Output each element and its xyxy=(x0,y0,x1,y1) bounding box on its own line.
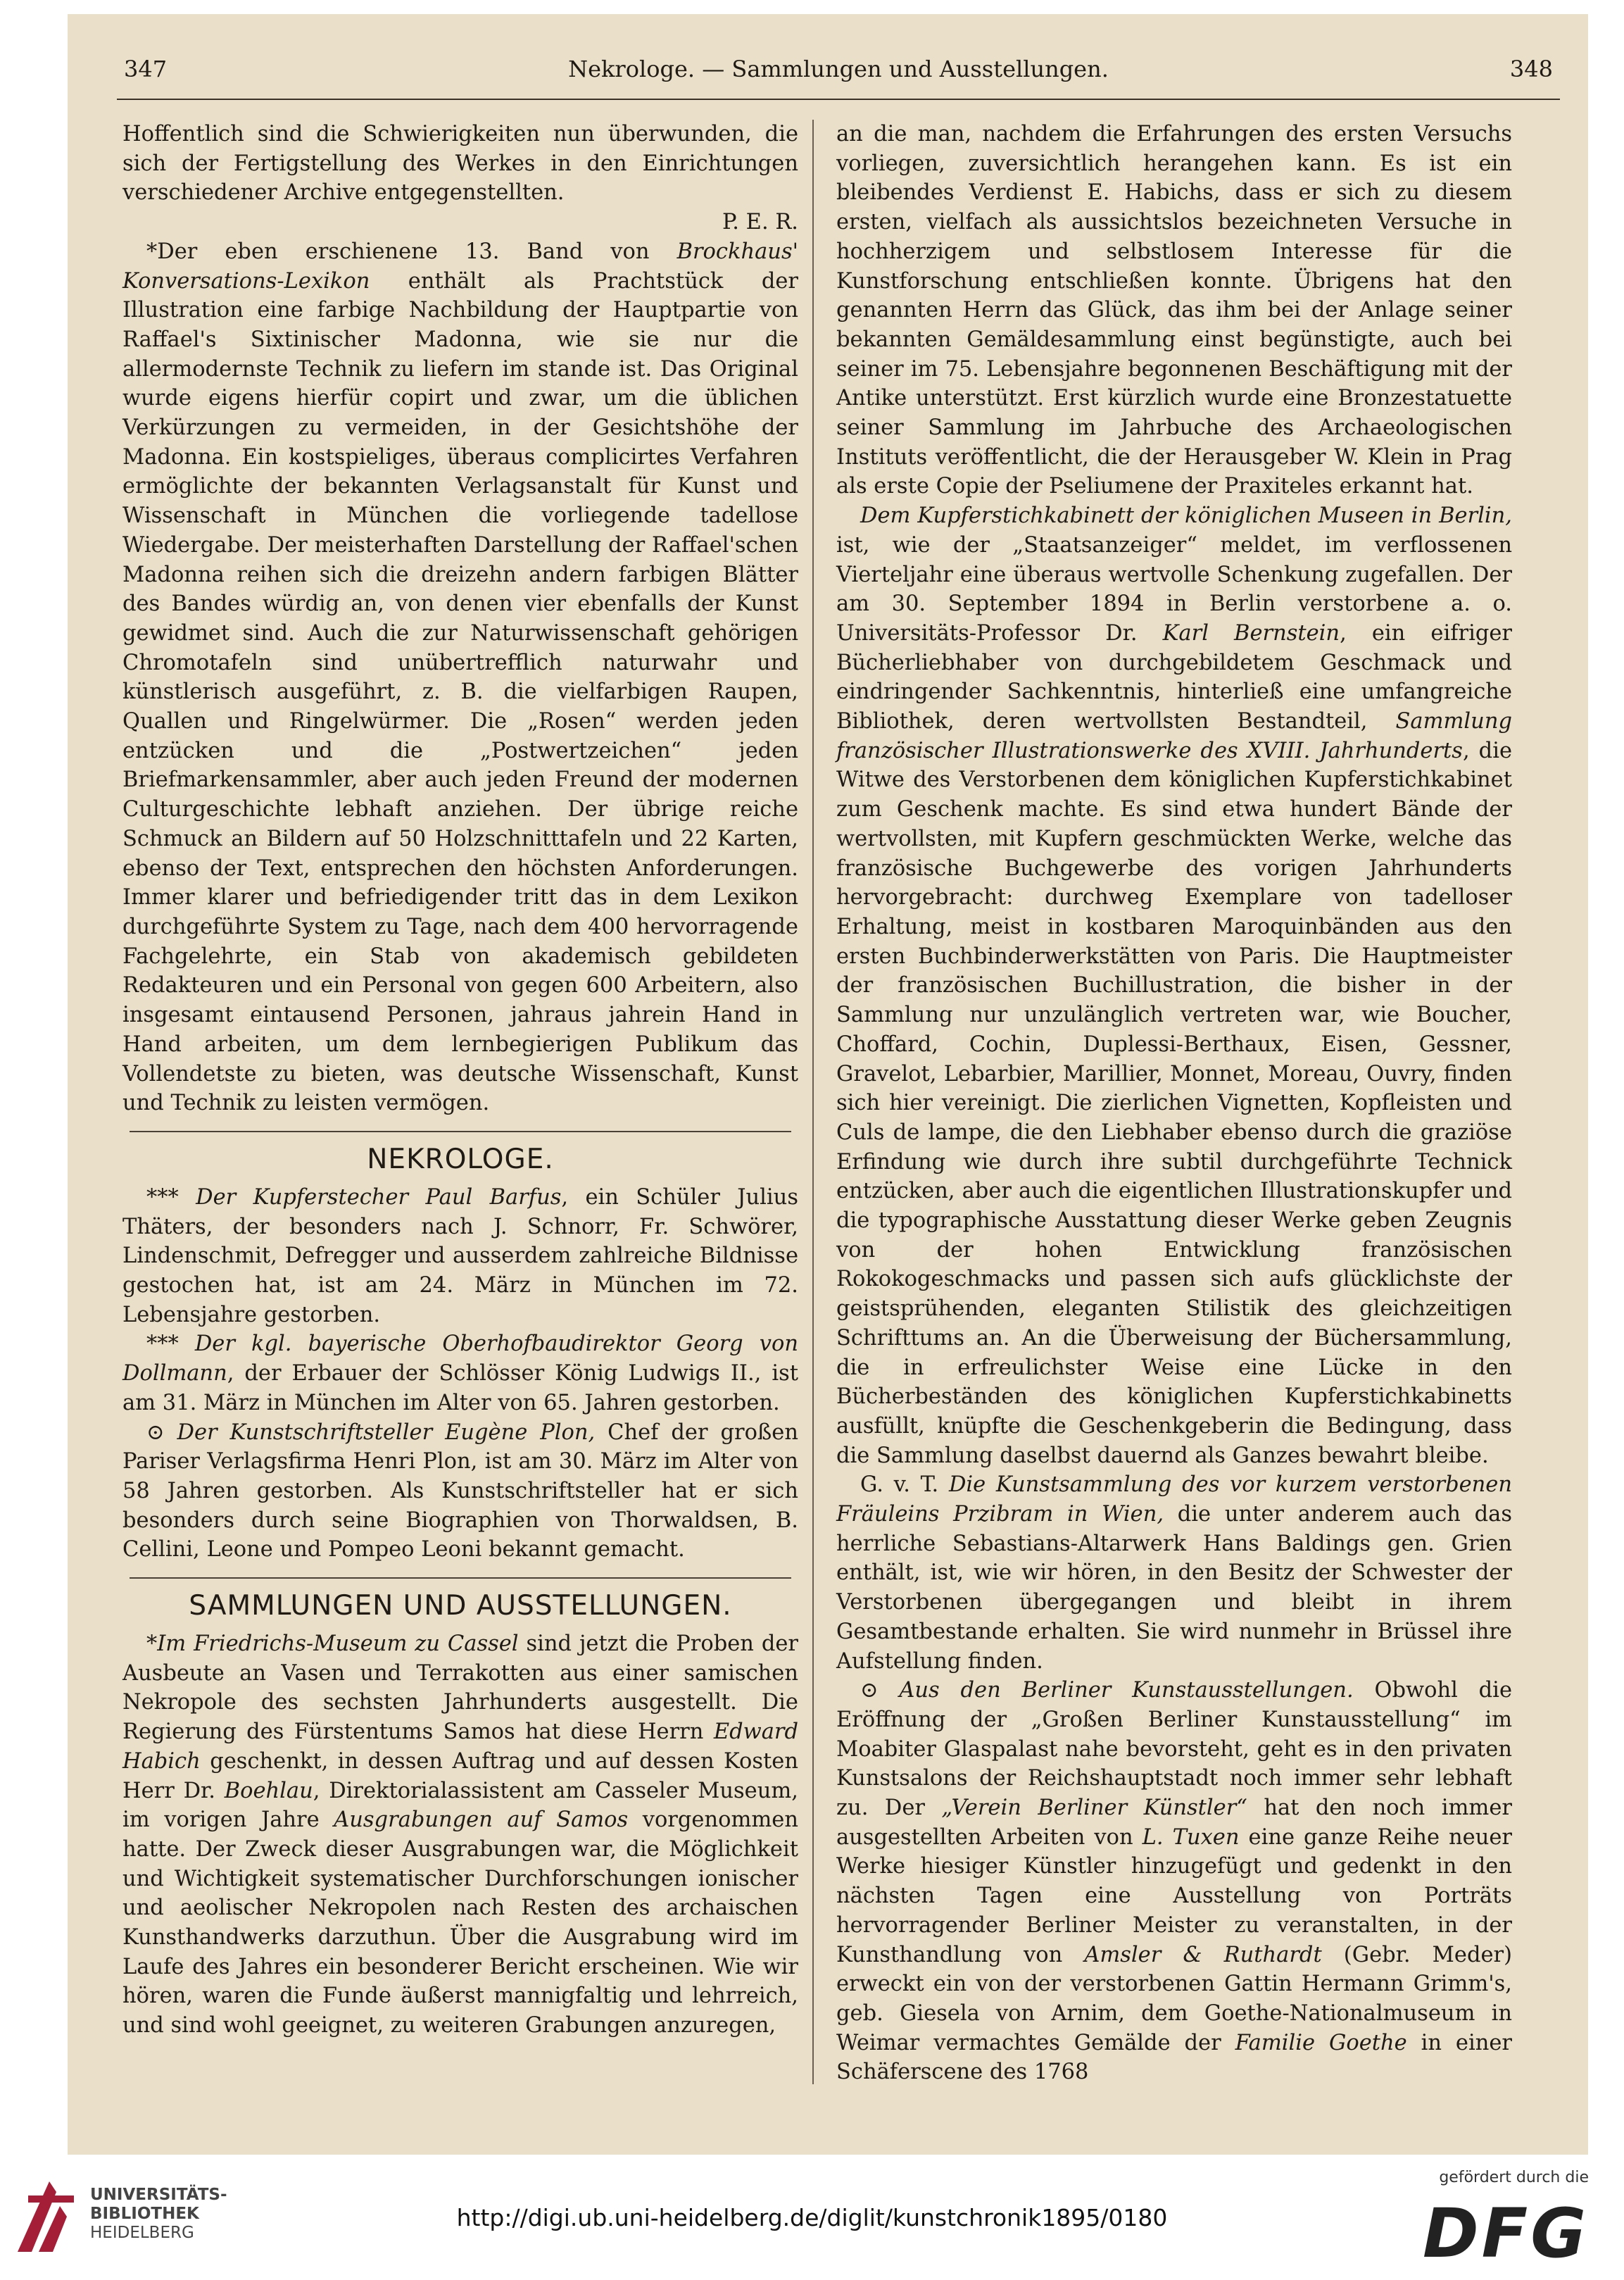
university-library-name: UNIVERSITÄTS- BIBLIOTHEK HEIDELBERG xyxy=(90,2186,227,2242)
page-number-left: 347 xyxy=(124,56,168,82)
running-header xyxy=(124,48,1553,90)
footer-bar xyxy=(0,2155,1624,2280)
right-column xyxy=(836,120,1512,2087)
running-title: Nekrologe. — Sammlungen und Ausstellungen. xyxy=(568,56,1109,82)
scanned-page xyxy=(68,14,1588,2155)
section-separator xyxy=(130,1577,791,1579)
section-separator xyxy=(130,1131,791,1132)
paragraph: *Der eben erschienene 13. Band von Brockhaus' Konversations-Lexikon enthält als Prachtstück der Illustration eine farbige Nachbildung der Hauptpartie von Raffael's Sixtinischer Madonna, wie sie nur die allermodernste Technik zu liefern im stande ist. Das Original wurde eigens hierfür copirt und zwar, um die üblichen Verkürzungen zu vermeiden, in der Gesichtshöhe der Madonna. Ein kostspieliges, überaus complicirtes Verfahren ermöglichte der bekannten Verlagsanstalt für Kunst und Wissenschaft in München die vorliegende tadellose Wiedergabe. Der meisterhaften Darstellung der Raffael'schen Madonna reihen sich die dreizehn andern farbigen Blätter des Bandes würdig an, von denen vier ebenfalls der Kunst gewidmet sind. Auch die zur Naturwissenschaft gehörigen Chromotafeln sind unübertrefflich naturwahr und künstlerisch ausgeführt, z. B. die vielfarbigen Raupen, Quallen und Ringelwürmer. Die „Rosen“ werden jeden entzücken und die „Postwertzeichen“ jeden Briefmarkensammler, aber auch jeden Freund der modernen Culturgeschichte lebhaft anziehen. Der übrige reiche Schmuck an Bildern auf 50 Holzschnitttafeln und 22 Karten, ebenso der Text, entsprechen den höchsten Anforderungen. Immer klarer und befriedigender tritt das in dem Lexikon durchgeführte System zu Tage, nach dem 400 hervorragende Fachgelehrte, ein Stab von akademisch gebildeten Redakteuren und ein Personal von gegen 600 Arbeitern, also insgesamt eintausend Personen, jahraus jahrein Hand in Hand arbeiten, um dem lernbegierigen Publikum das Vollendetste zu bieten, was deutsche Wissenschaft, Kunst und Technik zu leisten vermögen. xyxy=(122,239,798,1116)
header-rule xyxy=(117,99,1560,100)
paragraph: Dem Kupferstichkabinett der königlichen Museen in Berlin, ist, wie der „Staatsanzeiger“ meldet, im verflossenen Vierteljahr eine überaus wertvolle Schenkung zugefallen. Der am 30. September 1894 in Berlin verstorbene a. o. Universitäts-Professor Dr. Karl Bernstein, ein eifriger Bücherliebhaber von durchgebildetem Geschmack und eindringender Sachkenntnis, hinterließ eine umfangreiche Bibliothek, deren wertvollsten Bestandteil, Sammlung französischer Illustrationswerke des XVIII. Jahrhunderts, die Witwe des Verstorbenen dem königlichen Kupferstichkabinet zum Geschenk machte. Es sind etwa hundert Bände der wertvollsten, mit Kupfern geschmückten Werke, welche das französische Buchgewerbe des vorigen Jahrhunderts hervorgebracht: durchweg Exemplare von tadelloser Erhaltung, meist in kostbaren Maroquinbänden aus den ersten Buchbinderwerkstätten von Paris. Die Hauptmeister der französischen Buchillustration, die bisher in der Sammlung nur unzulänglich vertreten war, wie Boucher, Choffard, Cochin, Duplessi-Berthaux, Eisen, Gessner, Gravelot, Lebarbier, Marillier, Monnet, Moreau, Ouvry, finden sich hier vereinigt. Die zierlichen Vignetten, Kopfleisten und Culs de lampe, die den Liebhaber ebenso durch die graziöse Erfindung wie durch ihre subtil durchgeführte Technick entzücken, aber auch die eigentlichen Illustrationskupfer und die typographische Ausstattung dieser Werke geben Zeugnis von der hohen Entwicklung französischen Rokokogeschmacks und passen sich aufs glücklichste der geistsprühenden, eleganten Stilistik des gleichzeitigen Schrifttums an. An die Überweisung der Büchersammlung, die in erfreulichster Weise eine Lücke in den Bücherbeständen des königlichen Kupferstichkabinetts ausfüllt, knüpfte die Geschenkgeberin die Bedingung, dass die Sammlung daselbst dauernd als Ganzes bewahrt bleibe. xyxy=(836,503,1513,1468)
paragraph: *Im Friedrichs-Museum zu Cassel sind jetzt die Proben der Ausbeute an Vasen und Terrakotten aus einer samischen Nekropole des sechsten Jahrhunderts ausgestellt. Die Regierung des Fürstentums Samos hat diese Herrn Edward Habich geschenkt, in dessen Auftrag und auf dessen Kosten Herr Dr. Boehlau, Direktorialassistent am Casseler Museum, im vorigen Jahre Ausgrabungen auf Samos vorgenommen hatte. Der Zweck dieser Ausgrabungen war, die Möglichkeit und Wichtigkeit systematischer Durchforschungen ionischer und aeolischer Nekropolen nach Resten des archaischen Kunsthandwerks darzuthun. Über die Ausgrabung wird im Laufe des Jahres ein besonderer Bericht erscheinen. Wie wir hören, waren die Funde äußerst mannigfaltig und lehrreich, und sind wohl geeignet, zu weiteren Grabungen anzuregen, xyxy=(122,1631,798,2038)
obituary-item: *** Der kgl. bayerische Oberhofbaudirektor Georg von Dollmann, der Erbauer der Schlösser König Ludwigs II., ist am 31. März in München im Alter von 65. Jahren gestorben. xyxy=(122,1332,798,1415)
page-number-right: 348 xyxy=(1509,56,1553,82)
paragraph: G. v. T. Die Kunstsammlung des vor kurzem verstorbenen Fräuleins Przibram in Wien, die unter anderem auch das herrliche Sebastians-Altarwerk Hans Baldings gen. Grien enthält, ist, wie wir hören, in den Besitz der Schwester der Verstorbenen übergegangen und bleibt in ihrem Gesamtbestande erhalten. Sie wird nunmehr in Brüssel ihre Aufstellung finden. xyxy=(836,1472,1513,1674)
funding-note: gefördert durch die xyxy=(1439,2169,1589,2186)
left-column xyxy=(122,120,798,2041)
column-divider xyxy=(812,120,814,2084)
section-title-sammlungen: SAMMLUNGEN UND AUSSTELLUNGEN. xyxy=(189,1590,732,1622)
paragraph: ⊙ Aus den Berliner Kunstausstellungen. Obwohl die Eröffnung der „Großen Berliner Kunstausstellung“ im Moabiter Glaspalast nahe bevorsteht, geht es in den privaten Kunstsalons der Reichshauptstadt noch immer sehr lebhaft zu. Der „Verein Berliner Künstler“ hat den noch immer ausgestellten Arbeiten von L. Tuxen eine ganze Reihe neuer Werke hiesiger Künstler hinzugefügt und gedenkt in den nächsten Tagen eine Ausstellung von Porträts hervorragender Berliner Meister zu veranstalten, in der Kunsthandlung von Amsler & Ruthardt (Gebr. Meder) erweckt ein von der verstorbenen Gattin Hermann Grimm's, geb. Giesela von Arnim, dem Goethe-Nationalmuseum in Weimar vermachtes Gemälde der Familie Goethe in einer Schäferscene des 1768 xyxy=(836,1678,1512,2085)
signature: P. E. R. xyxy=(722,210,798,235)
paragraph: an die man, nachdem die Erfahrungen des ersten Versuchs vorliegen, zuversichtlich herangehen kann. Es ist ein bleibendes Verdienst E. Habichs, dass er sich zu diesem ersten, vielfach als aussichtslos bezeichneten Versuche in hochherzigem und selbstlosem Interesse für die Kunstforschung entschließen konnte. Übrigens hat den genannten Herrn das Glück, das ihm bei der Anlage seiner bekannten Gemäldesammlung einst begünstigte, auch bei seiner im 75. Lebensjahre begonnenen Beschäftigung mit der Antike unterstützt. Erst kürzlich wurde eine Bronzestatuette seiner Sammlung im Jahrbuche des Archaeologischen Instituts veröffentlicht, die der Herausgeber W. Klein in Prag als erste Copie der Pseliumene der Praxiteles erkannt hat. xyxy=(836,122,1512,499)
dfg-logo: DFG xyxy=(1422,2194,1589,2273)
obituary-item: ⊙ Der Kunstschriftsteller Eugène Plon, Chef der großen Pariser Verlagsfirma Henri Plon, ist am 30. März im Alter von 58 Jahren gestorben. Als Kunstschriftsteller hat er sich besonders durch seine Biographien von Thorwaldsen, B. Cellini, Leone und Pompeo Leoni bekannt gemacht. xyxy=(122,1420,798,1562)
section-title-nekrologe: NEKROLOGE. xyxy=(367,1143,554,1175)
paragraph: Hoffentlich sind die Schwierigkeiten nun überwunden, die sich der Fertigstellung des Werkes in den Einrichtungen verschiedener Archive entgegenstellten. xyxy=(122,122,798,206)
obituary-item: *** Der Kupferstecher Paul Barfus, ein Schüler Julius Thäters, der besonders nach J. Schnorr, Fr. Schwörer, Lindenschmit, Defregger und ausserdem zahlreiche Bildnisse gestochen hat, ist am 24. März in München im 72. Lebensjahre gestorben. xyxy=(122,1184,798,1327)
permalink[interactable]: http://digi.ub.uni-heidelberg.de/diglit/kunstchronik1895/0180 xyxy=(456,2204,1168,2231)
